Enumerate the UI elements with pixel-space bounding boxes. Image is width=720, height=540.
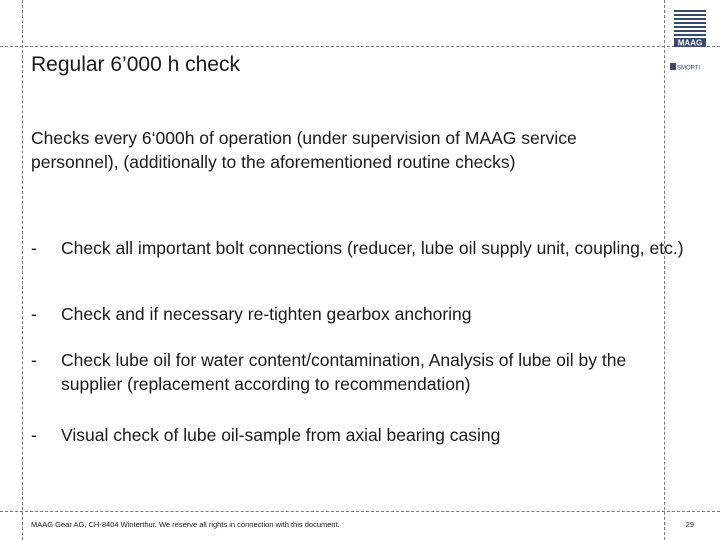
footer-guide-line xyxy=(0,511,720,512)
bullet-item xyxy=(31,302,691,326)
bullet-text: Check lube oil for water content/contamination, Analysis of lube oil by the supplier (replacement according to recommendation) xyxy=(61,350,627,394)
bullet-text: Check and if necessary re-tighten gearbox anchoring xyxy=(61,304,472,324)
footer-text: MAAG Gear AG, CH-8404 Winterthur. We reserve all rights in connection with this document. xyxy=(31,520,340,529)
bullet-dash: - xyxy=(31,304,37,324)
page-title: Regular 6’000 h check xyxy=(31,53,240,76)
bullet-text: Visual check of lube oil-sample from axial bearing casing xyxy=(61,425,501,445)
left-guide-line xyxy=(22,0,23,540)
bullet-dash: - xyxy=(31,350,37,370)
bullet-item xyxy=(31,423,691,447)
right-guide-line xyxy=(664,0,665,540)
bullet-dash: - xyxy=(31,425,37,445)
bullet-text: Check all important bolt connections (reducer, lube oil supply unit, coupling, etc.) xyxy=(61,238,684,258)
intro-paragraph: Checks every 6‘000h of operation (under supervision of MAAG service personnel), (additionally to the aforementioned routine checks) xyxy=(31,128,577,172)
logo-sub-text: SMOPTI xyxy=(677,65,701,72)
logo-brand-text: MAAG xyxy=(677,38,703,48)
top-guide-line xyxy=(0,46,720,47)
bullet-item xyxy=(31,348,691,396)
smopti-logo xyxy=(668,62,712,72)
bullet-dash: - xyxy=(31,238,37,258)
bullet-item xyxy=(31,236,691,260)
page-number: 29 xyxy=(685,520,694,529)
